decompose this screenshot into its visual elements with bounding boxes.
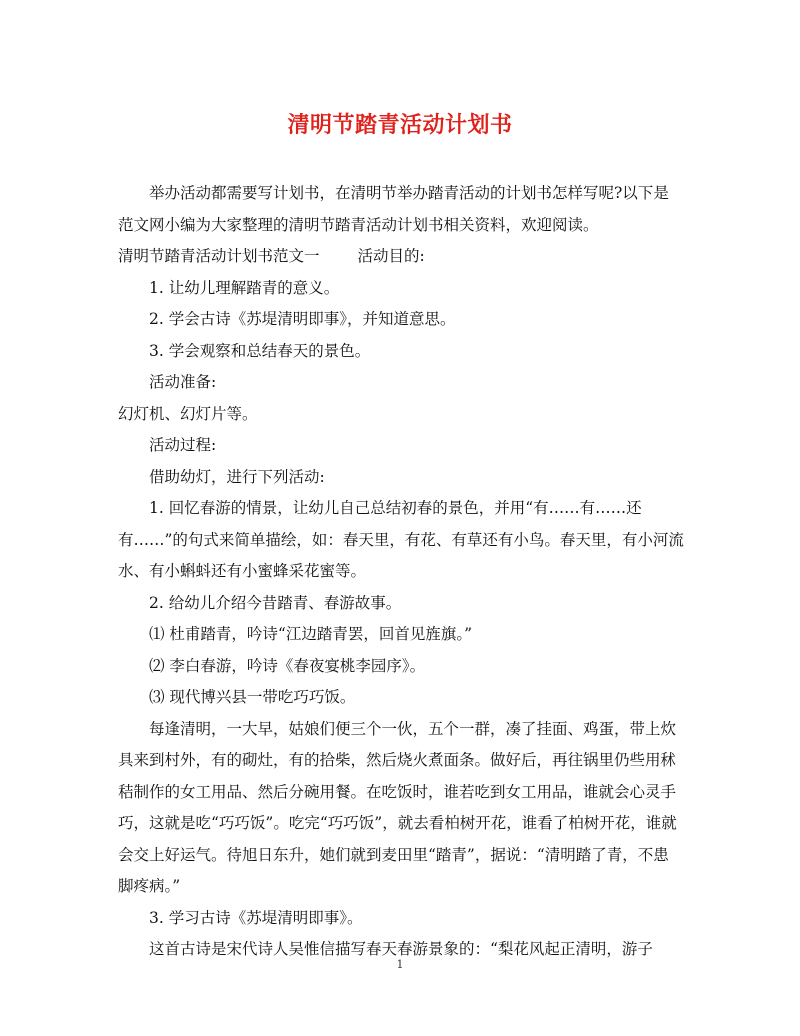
story-item-1: ⑴ 杜甫踏青，吟诗“江边踏青罢，回首见旌旗。” (149, 625, 473, 643)
goal-item-2: 2. 学会古诗《苏堤清明即事》，并知道意思。 (149, 310, 456, 328)
process-intro: 借助幼灯，进行下列活动: (149, 467, 325, 486)
process-heading: 活动过程: (149, 436, 217, 454)
document-body (118, 178, 684, 966)
section-subheading: 活动目的: (357, 247, 425, 265)
process-item-2: 2. 给幼儿介绍今昔踏青、春游故事。 (149, 593, 402, 612)
intro-paragraph: 举办活动都需要写计划书，在清明节举办踏青活动的计划书怎样写呢?以下是范文网小编为大家整理的清明节踏青活动计划书相关资料，欢迎阅读。 (118, 184, 669, 234)
story-item-2: ⑵ 李白春游，吟诗《春夜宴桃李园序》。 (149, 656, 426, 675)
process-item-3: 3. 学习古诗《苏堤清明即事》。 (149, 908, 363, 927)
goal-item-3: 3. 学会观察和总结春天的景色。 (149, 341, 371, 360)
poem-paragraph: 这首古诗是宋代诗人吴惟信描写春天春游景象的：“梨花风起正清明，游子 (149, 940, 653, 958)
section-heading: 清明节踏青活动计划书范文一 (118, 247, 320, 265)
preparation-heading: 活动准备: (149, 373, 217, 391)
page-number: 1 (396, 958, 404, 971)
story-paragraph: 每逢清明，一大早，姑娘们便三个一伙，五个一群，凑了挂面、鸡蛋，带上炊具来到村外，有的砌灶，有的拾柴，然后烧火煮面条。做好后，再往锅里仍些用秫秸制作的女工用品、然后分碗用餐。在吃饭时，谁若吃到女工用品，谁就会心灵手巧，这就是吃“巧巧饭”。吃完“巧巧饭”，就去看柏树开花，谁看了柏树开花，谁就会交上好运气。待旭日东升，她们就到麦田里“踏青”，据说：“清明踏了青，不患脚疼病。” (118, 719, 677, 895)
document-title: 清明节踏青活动计划书 (287, 112, 513, 138)
section-heading-line (118, 241, 684, 273)
story-item-3: ⑶ 现代博兴县一带吃巧巧饭。 (149, 688, 356, 706)
preparation-text: 幻灯机、幻灯片等。 (118, 404, 258, 423)
goal-item-1: 1. 让幼儿理解踏青的意义。 (149, 278, 340, 297)
process-item-1: 1. 回忆春游的情景，让幼儿自己总结初春的景色，并用“有……有……还有……”的句式来简单描绘，如：春天里，有花、有草还有小鸟。春天里，有小河流水、有小蝌蚪还有小蜜蜂采花蜜等。 (118, 499, 684, 580)
